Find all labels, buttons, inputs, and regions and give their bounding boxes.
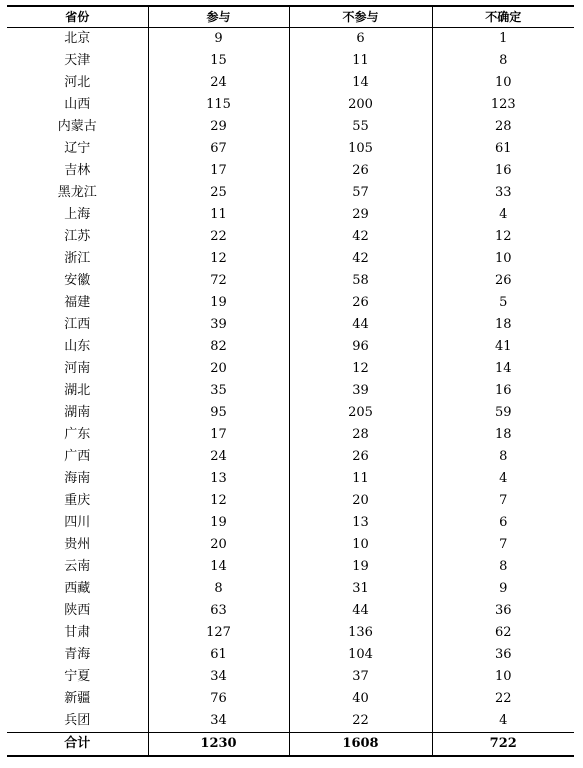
participate-cell: 12	[148, 490, 289, 512]
province-cell: 江苏	[7, 226, 148, 248]
participate-cell: 25	[148, 182, 289, 204]
province-cell: 河南	[7, 358, 148, 380]
not-participate-cell: 26	[289, 446, 432, 468]
table-row	[7, 226, 574, 248]
header-row	[7, 6, 574, 28]
not-participate-cell: 13	[289, 512, 432, 534]
uncertain-cell: 22	[432, 688, 574, 710]
participate-cell: 115	[148, 94, 289, 116]
table-header	[7, 6, 574, 28]
province-cell: 兵团	[7, 710, 148, 733]
participate-cell: 34	[148, 666, 289, 688]
participate-cell: 8	[148, 578, 289, 600]
province-cell: 黑龙江	[7, 182, 148, 204]
participate-cell: 63	[148, 600, 289, 622]
table-row	[7, 72, 574, 94]
participate-cell: 95	[148, 402, 289, 424]
province-cell: 广西	[7, 446, 148, 468]
province-cell: 福建	[7, 292, 148, 314]
not-participate-cell: 37	[289, 666, 432, 688]
uncertain-cell: 16	[432, 160, 574, 182]
header-participate: 参与	[148, 6, 289, 28]
table-row	[7, 292, 574, 314]
table-row	[7, 380, 574, 402]
uncertain-cell: 6	[432, 512, 574, 534]
table-row	[7, 248, 574, 270]
table-row	[7, 556, 574, 578]
table-row	[7, 512, 574, 534]
uncertain-cell: 36	[432, 600, 574, 622]
table-body	[7, 28, 574, 733]
not-participate-cell: 39	[289, 380, 432, 402]
province-cell: 贵州	[7, 534, 148, 556]
participate-cell: 72	[148, 270, 289, 292]
participate-cell: 14	[148, 556, 289, 578]
table-row	[7, 446, 574, 468]
uncertain-cell: 62	[432, 622, 574, 644]
participate-cell: 17	[148, 424, 289, 446]
participate-cell: 67	[148, 138, 289, 160]
header-province: 省份	[7, 6, 148, 28]
table-row	[7, 600, 574, 622]
uncertain-cell: 33	[432, 182, 574, 204]
table-row	[7, 314, 574, 336]
province-cell: 河北	[7, 72, 148, 94]
province-cell: 江西	[7, 314, 148, 336]
uncertain-cell: 59	[432, 402, 574, 424]
uncertain-cell: 18	[432, 424, 574, 446]
uncertain-cell: 4	[432, 710, 574, 733]
uncertain-cell: 16	[432, 380, 574, 402]
participate-cell: 82	[148, 336, 289, 358]
not-participate-cell: 22	[289, 710, 432, 733]
participate-cell: 24	[148, 72, 289, 94]
uncertain-cell: 26	[432, 270, 574, 292]
participate-cell: 20	[148, 534, 289, 556]
participate-cell: 17	[148, 160, 289, 182]
uncertain-cell: 1	[432, 28, 574, 51]
uncertain-cell: 8	[432, 446, 574, 468]
uncertain-cell: 41	[432, 336, 574, 358]
participate-cell: 35	[148, 380, 289, 402]
province-cell: 青海	[7, 644, 148, 666]
not-participate-cell: 26	[289, 160, 432, 182]
uncertain-cell: 10	[432, 248, 574, 270]
table-row	[7, 204, 574, 226]
uncertain-cell: 36	[432, 644, 574, 666]
participate-cell: 61	[148, 644, 289, 666]
header-not-participate: 不参与	[289, 6, 432, 28]
table-row	[7, 28, 574, 51]
table-row	[7, 688, 574, 710]
participate-cell: 39	[148, 314, 289, 336]
uncertain-cell: 7	[432, 490, 574, 512]
not-participate-cell: 57	[289, 182, 432, 204]
not-participate-cell: 28	[289, 424, 432, 446]
uncertain-cell: 5	[432, 292, 574, 314]
total-label: 合计	[7, 733, 148, 757]
province-cell: 新疆	[7, 688, 148, 710]
uncertain-cell: 8	[432, 50, 574, 72]
participate-cell: 15	[148, 50, 289, 72]
table-row	[7, 182, 574, 204]
not-participate-cell: 40	[289, 688, 432, 710]
province-cell: 天津	[7, 50, 148, 72]
table-row	[7, 666, 574, 688]
participate-cell: 76	[148, 688, 289, 710]
table-row	[7, 50, 574, 72]
participate-cell: 127	[148, 622, 289, 644]
table-row	[7, 336, 574, 358]
province-cell: 西藏	[7, 578, 148, 600]
table-row	[7, 402, 574, 424]
province-cell: 浙江	[7, 248, 148, 270]
province-cell: 上海	[7, 204, 148, 226]
total-row	[7, 733, 574, 757]
not-participate-cell: 19	[289, 556, 432, 578]
not-participate-cell: 42	[289, 248, 432, 270]
province-cell: 海南	[7, 468, 148, 490]
not-participate-cell: 58	[289, 270, 432, 292]
table-row	[7, 578, 574, 600]
not-participate-cell: 12	[289, 358, 432, 380]
province-cell: 安徽	[7, 270, 148, 292]
province-participation-table	[7, 5, 574, 757]
participate-cell: 24	[148, 446, 289, 468]
table-row	[7, 270, 574, 292]
province-cell: 甘肃	[7, 622, 148, 644]
uncertain-cell: 28	[432, 116, 574, 138]
table-row	[7, 424, 574, 446]
uncertain-cell: 4	[432, 468, 574, 490]
not-participate-cell: 55	[289, 116, 432, 138]
uncertain-cell: 18	[432, 314, 574, 336]
province-cell: 广东	[7, 424, 148, 446]
participate-cell: 19	[148, 512, 289, 534]
table-row	[7, 710, 574, 733]
uncertain-cell: 14	[432, 358, 574, 380]
table-row	[7, 644, 574, 666]
province-cell: 陕西	[7, 600, 148, 622]
table-row	[7, 160, 574, 182]
uncertain-cell: 9	[432, 578, 574, 600]
not-participate-cell: 136	[289, 622, 432, 644]
participate-cell: 29	[148, 116, 289, 138]
uncertain-cell: 10	[432, 72, 574, 94]
table-row	[7, 622, 574, 644]
table-footer	[7, 733, 574, 757]
participate-cell: 22	[148, 226, 289, 248]
province-cell: 重庆	[7, 490, 148, 512]
province-cell: 湖南	[7, 402, 148, 424]
table-row	[7, 94, 574, 116]
not-participate-cell: 200	[289, 94, 432, 116]
table-row	[7, 116, 574, 138]
participate-cell: 12	[148, 248, 289, 270]
data-table-container	[7, 5, 574, 757]
uncertain-cell: 7	[432, 534, 574, 556]
not-participate-cell: 205	[289, 402, 432, 424]
province-cell: 山东	[7, 336, 148, 358]
not-participate-cell: 44	[289, 314, 432, 336]
participate-cell: 13	[148, 468, 289, 490]
participate-cell: 19	[148, 292, 289, 314]
table-row	[7, 534, 574, 556]
not-participate-cell: 6	[289, 28, 432, 51]
not-participate-cell: 105	[289, 138, 432, 160]
uncertain-cell: 12	[432, 226, 574, 248]
header-uncertain: 不确定	[432, 6, 574, 28]
not-participate-cell: 11	[289, 50, 432, 72]
total-participate: 1230	[148, 733, 289, 757]
table-row	[7, 138, 574, 160]
table-row	[7, 468, 574, 490]
not-participate-cell: 11	[289, 468, 432, 490]
uncertain-cell: 10	[432, 666, 574, 688]
uncertain-cell: 61	[432, 138, 574, 160]
province-cell: 宁夏	[7, 666, 148, 688]
not-participate-cell: 44	[289, 600, 432, 622]
not-participate-cell: 29	[289, 204, 432, 226]
not-participate-cell: 31	[289, 578, 432, 600]
province-cell: 云南	[7, 556, 148, 578]
province-cell: 吉林	[7, 160, 148, 182]
participate-cell: 20	[148, 358, 289, 380]
table-row	[7, 358, 574, 380]
total-uncertain: 722	[432, 733, 574, 757]
province-cell: 北京	[7, 28, 148, 51]
not-participate-cell: 20	[289, 490, 432, 512]
uncertain-cell: 8	[432, 556, 574, 578]
province-cell: 湖北	[7, 380, 148, 402]
not-participate-cell: 26	[289, 292, 432, 314]
province-cell: 四川	[7, 512, 148, 534]
participate-cell: 11	[148, 204, 289, 226]
uncertain-cell: 123	[432, 94, 574, 116]
participate-cell: 34	[148, 710, 289, 733]
uncertain-cell: 4	[432, 204, 574, 226]
not-participate-cell: 42	[289, 226, 432, 248]
not-participate-cell: 104	[289, 644, 432, 666]
province-cell: 山西	[7, 94, 148, 116]
not-participate-cell: 14	[289, 72, 432, 94]
participate-cell: 9	[148, 28, 289, 51]
not-participate-cell: 10	[289, 534, 432, 556]
table-row	[7, 490, 574, 512]
province-cell: 内蒙古	[7, 116, 148, 138]
not-participate-cell: 96	[289, 336, 432, 358]
total-not-participate: 1608	[289, 733, 432, 757]
province-cell: 辽宁	[7, 138, 148, 160]
